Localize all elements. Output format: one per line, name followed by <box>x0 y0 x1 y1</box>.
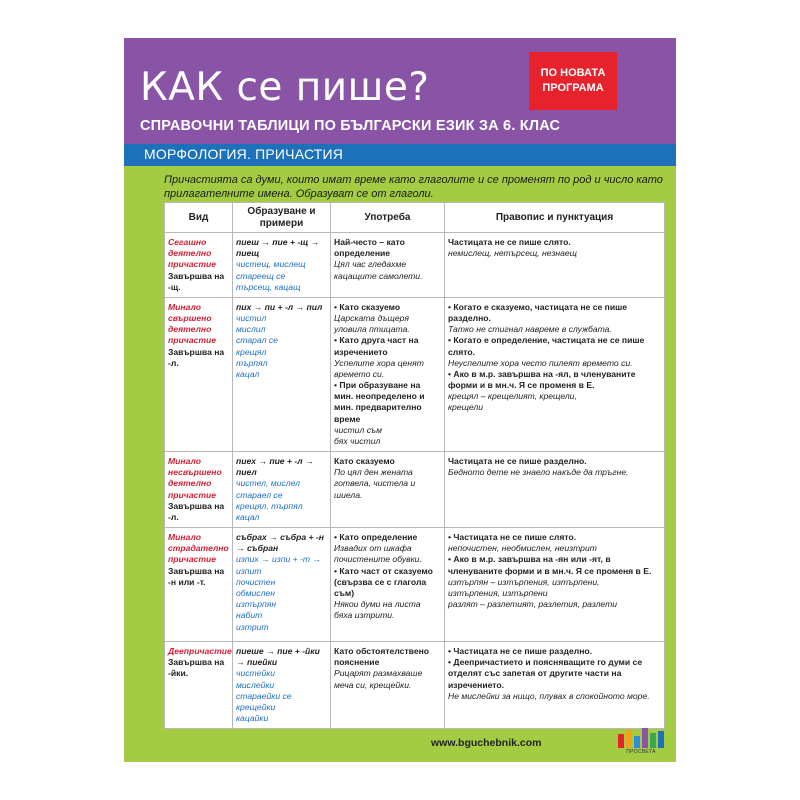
form-example: пиеш → пие + -щ → пиещ <box>236 237 320 259</box>
page-subtitle: СПРАВОЧНИ ТАБЛИЦИ ПО БЪЛГАРСКИ ЕЗИК ЗА 6. КЛАС <box>140 118 561 134</box>
participle-name: несвършено <box>168 467 222 478</box>
form-example: стараейки се <box>236 690 292 701</box>
cell-vid <box>165 297 233 451</box>
rule-line: немислещ, нетърсещ, незнаещ <box>448 248 577 259</box>
usage-line: Като сказуемо <box>334 456 395 467</box>
cell-rules <box>445 528 665 642</box>
participle-name: причастие <box>168 554 216 565</box>
rule-line: Неуспелите хора често пилеят времето си. <box>448 357 633 368</box>
cell-forms <box>233 452 331 528</box>
form-example: чистейки <box>236 668 276 679</box>
rule-line: Не мислейки за нищо, плувах в спокойното море. <box>448 690 650 701</box>
usage-line: По цял ден жената готвела, чистела и шиела. <box>334 467 416 500</box>
form-example: старал се <box>236 335 278 346</box>
usage-line: • Като част от сказуемо (свързва се с глагола съм) <box>334 565 433 598</box>
participle-name: Деепричастие <box>168 646 232 657</box>
reference-sheet <box>124 38 676 762</box>
form-example: мислейки <box>236 679 275 690</box>
participle-ending: Завършва на -н или -т. <box>168 565 225 587</box>
cell-forms <box>233 297 331 451</box>
participle-name: причастие <box>168 489 216 500</box>
cell-vid <box>165 452 233 528</box>
usage-line: • Като сказуемо <box>334 301 401 312</box>
cell-rules <box>445 642 665 729</box>
cell-usage <box>331 297 445 451</box>
rule-line: разлят – разлетият, разлетия, разлети <box>448 599 618 610</box>
usage-line: Успелите хора ценят времето си. <box>334 357 424 379</box>
form-example: крещял, търпял <box>236 500 303 511</box>
table-body <box>165 233 665 729</box>
form-example: стареещ се <box>236 270 286 281</box>
usage-line: • При образуване на мин. неопределено и мин. предварително време <box>334 380 425 424</box>
form-example: пиеше → пие + -йки → пиейки <box>236 646 320 668</box>
form-example: стараел се <box>236 489 283 500</box>
usage-line: Царската дъщеря уловила птицата. <box>334 313 410 335</box>
cell-forms <box>233 233 331 298</box>
form-example: събрах → събра + -н → събран <box>236 532 324 554</box>
header-usage: Употреба <box>331 203 445 233</box>
form-example: търсещ, кацащ <box>236 281 301 292</box>
usage-line: Извадих от шкафа почистените обувки. <box>334 543 422 565</box>
table-header-row <box>165 203 665 233</box>
form-example: чистещ, мислещ <box>236 259 306 270</box>
cell-rules <box>445 297 665 451</box>
participle-name: Минало <box>168 301 201 312</box>
usage-line: • Като определение <box>334 532 418 543</box>
participle-name: Минало <box>168 532 201 543</box>
header-banner <box>124 38 676 144</box>
form-example: изпих → изпи + -т → изпит <box>236 554 322 576</box>
usage-line: • Като друга част на изречението <box>334 335 419 357</box>
rule-line: изтърпян – изтърпения, изтърпени, <box>448 576 600 587</box>
rule-line: • Деепричастието и поясняващите го думи се отделят със запетая от другите части на изречението. <box>448 657 643 690</box>
cell-usage <box>331 528 445 642</box>
usage-line: чистил съм <box>334 424 383 435</box>
participle-name: причастие <box>168 259 216 270</box>
rule-line: • Когато е определение, частицата не се пише слято. <box>448 335 645 357</box>
form-example: чистил <box>236 313 267 324</box>
books-icon <box>618 728 664 748</box>
cell-vid <box>165 528 233 642</box>
table-row <box>165 528 665 642</box>
cell-rules <box>445 233 665 298</box>
cell-vid <box>165 233 233 298</box>
website-link[interactable]: www.bguchebnik.com <box>431 737 542 749</box>
new-program-badge <box>529 52 617 110</box>
rule-line: • Частицата не се пише слято. <box>448 532 577 543</box>
rule-line: • Частицата не се пише разделно. <box>448 646 593 657</box>
form-example: чистел, мислел <box>236 478 300 489</box>
form-example: крещял <box>236 346 267 357</box>
form-example: кацайки <box>236 713 269 724</box>
rule-line: Бедното дете не знаело накъде да тръгне. <box>448 467 629 478</box>
usage-line: Като обстоятелствено пояснение <box>334 646 430 668</box>
rule-line: Частицата не се пише разделно. <box>448 456 587 467</box>
usage-line: Някои думи на листа бяха изтрити. <box>334 599 421 621</box>
participle-name: Сегашно <box>168 237 207 247</box>
form-example: почистен <box>236 576 276 587</box>
participle-name: деятелно <box>168 248 212 259</box>
table-row <box>165 297 665 451</box>
rule-line: • Когато е сказуемо, частицата не се пише разделно. <box>448 301 628 324</box>
form-example: изтрит <box>236 621 269 632</box>
participle-name: деятелно <box>168 478 212 489</box>
form-example: изтърпян <box>236 599 277 610</box>
rule-line: • Ако в м.р. завършва на -ян или -ят, в членуваните форми и в мн.ч. Я се променя в Е. <box>448 554 652 576</box>
rule-line: непочистен, необмислен, неизтрит <box>448 543 597 554</box>
participle-ending: Завършва на -л. <box>168 346 225 368</box>
cell-usage <box>331 233 445 298</box>
cell-usage <box>331 452 445 528</box>
usage-line: бях чистил <box>334 435 381 446</box>
table-row <box>165 642 665 729</box>
form-example: кацал <box>236 511 260 522</box>
publisher-logo <box>618 728 664 758</box>
usage-line: Най-често – като определение <box>334 237 405 259</box>
rule-line: крещели <box>448 402 484 413</box>
form-example: мислил <box>236 324 266 335</box>
form-example: пиех → пие + -л → пиел <box>236 456 314 478</box>
rule-line: изтърпения, изтърпени <box>448 587 548 598</box>
rule-line: Татко не стигнал навреме в службата. <box>448 324 612 335</box>
header-forms: Образуване и примери <box>233 203 331 233</box>
participle-ending: Завършва на -щ. <box>168 270 225 292</box>
intro-text: Причастията са думи, които имат време като глаголите и се променят по род и число като прилагателните имена. Образуват се от глаголи. <box>164 174 663 201</box>
participle-ending: Завършва на -л. <box>168 500 225 522</box>
rule-line: Частицата не се пише слято. <box>448 237 571 247</box>
participle-name: свършено <box>168 313 212 324</box>
usage-line: Рицарят размахваше меча си, крещейки. <box>334 668 423 690</box>
form-example: обмислен <box>236 587 275 598</box>
page-title: КАК се пише? <box>140 65 430 110</box>
participle-ending: Завършва на -йки. <box>168 657 225 679</box>
form-example: набит <box>236 610 263 621</box>
table-row <box>165 233 665 298</box>
participle-name: Минало <box>168 456 201 467</box>
form-example: пих → пи + -л → пил <box>236 301 323 312</box>
rule-line: • Ако в м.р. завършва на -ял, в членуваните форми и в мн.ч. Я се променя в Е. <box>448 368 636 391</box>
participle-name: страдателно <box>168 543 229 554</box>
section-title: МОРФОЛОГИЯ. ПРИЧАСТИЯ <box>144 146 344 162</box>
logo-text: ПРОСВЕТА <box>626 749 656 755</box>
usage-line: Цял час гледахме кацащите самолети. <box>334 259 423 281</box>
form-example: кацал <box>236 368 260 379</box>
cell-usage <box>331 642 445 729</box>
form-example: търпял <box>236 357 268 368</box>
cell-forms <box>233 528 331 642</box>
cell-forms <box>233 642 331 729</box>
participle-name: причастие <box>168 335 216 346</box>
badge-line-2: ПРОГРАМА <box>542 82 604 94</box>
participle-name: деятелно <box>168 324 212 335</box>
rule-line: крещял – крещелият, крещели, <box>448 391 577 402</box>
participles-table <box>164 202 665 729</box>
header-rules: Правопис и пунктуация <box>445 203 665 233</box>
cell-vid <box>165 642 233 729</box>
section-bar <box>124 144 676 166</box>
form-example: крещейки <box>236 701 276 712</box>
badge-line-1: ПО НОВАТА <box>540 67 606 80</box>
table-row <box>165 452 665 528</box>
cell-rules <box>445 452 665 528</box>
header-vid: Вид <box>165 203 233 233</box>
